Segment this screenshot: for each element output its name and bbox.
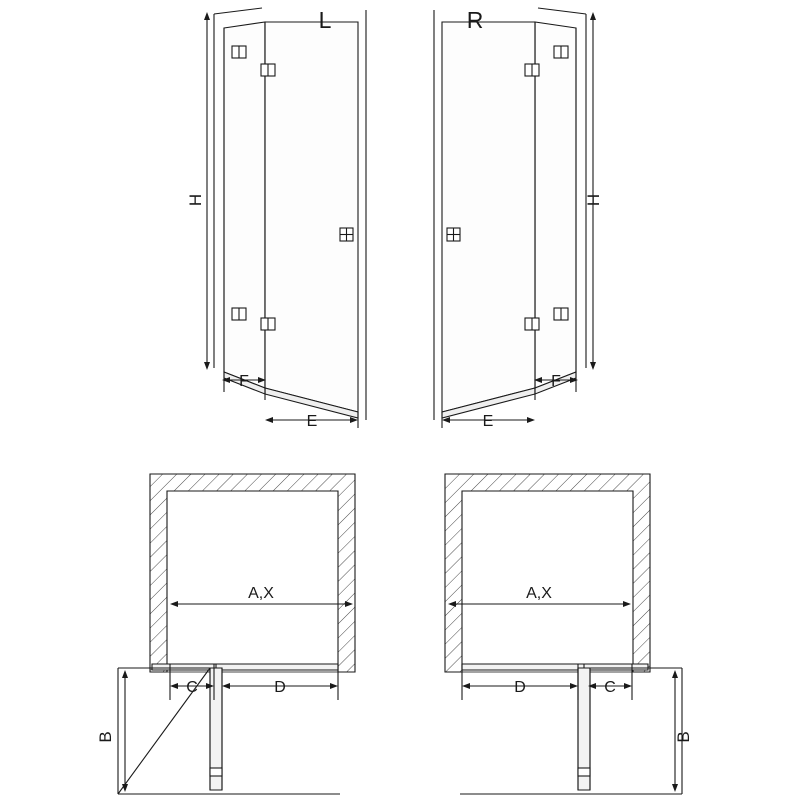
dimension-b-right: B (674, 731, 693, 743)
plan-right (445, 474, 682, 794)
dimension-e-right: E (482, 413, 494, 430)
plan-left (118, 474, 355, 794)
variant-label-right: R (466, 7, 484, 33)
dimension-d-right: D (514, 679, 526, 696)
variant-label-left: L (318, 7, 332, 33)
elevation-right (434, 8, 596, 428)
elevation-left (204, 8, 366, 428)
dimension-f-right: F (551, 373, 561, 390)
dimension-h-right: H (584, 193, 603, 207)
dimension-h-left: H (186, 193, 205, 207)
dimension-d-left: D (274, 679, 286, 696)
handle-left (340, 228, 353, 241)
handle-right (447, 228, 460, 241)
dimension-ax-left: A,X (248, 585, 274, 602)
dimension-f-left: F (239, 373, 249, 390)
dimension-c-right: C (604, 679, 616, 696)
dimension-ax-right: A,X (526, 585, 552, 602)
dimension-e-left: E (306, 413, 318, 430)
dimension-c-left: C (186, 679, 198, 696)
dimension-b-left: B (96, 731, 115, 743)
